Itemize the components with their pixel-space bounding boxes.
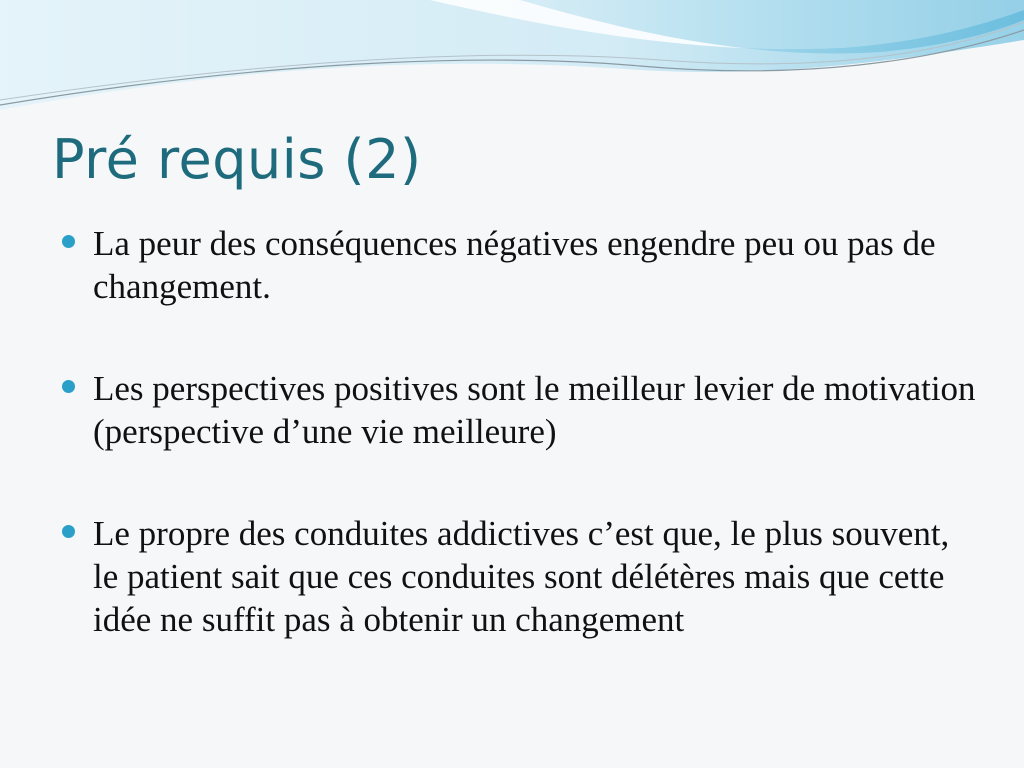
bullet-text: La peur des conséquences négatives engendre peu ou pas de changement. xyxy=(93,224,936,306)
bullet-item xyxy=(62,222,982,308)
bullet-item xyxy=(62,367,982,453)
bullet-item xyxy=(62,512,982,641)
bullet-list xyxy=(62,222,982,641)
bullet-text: Les perspectives positives sont le meilleur levier de motivation (perspective d’une vie meilleure) xyxy=(93,369,976,451)
bullet-dot-icon xyxy=(62,380,75,393)
bullet-text: Le propre des conduites addictives c’est que, le plus souvent, le patient sait que ces conduites sont délétères mais que cette idée ne suffit pas à obtenir un changement xyxy=(93,514,950,639)
slide-title: Pré requis (2) xyxy=(52,128,422,191)
bullet-dot-icon xyxy=(62,235,75,248)
header-wave-decoration xyxy=(0,0,1024,120)
bullet-dot-icon xyxy=(62,525,75,538)
